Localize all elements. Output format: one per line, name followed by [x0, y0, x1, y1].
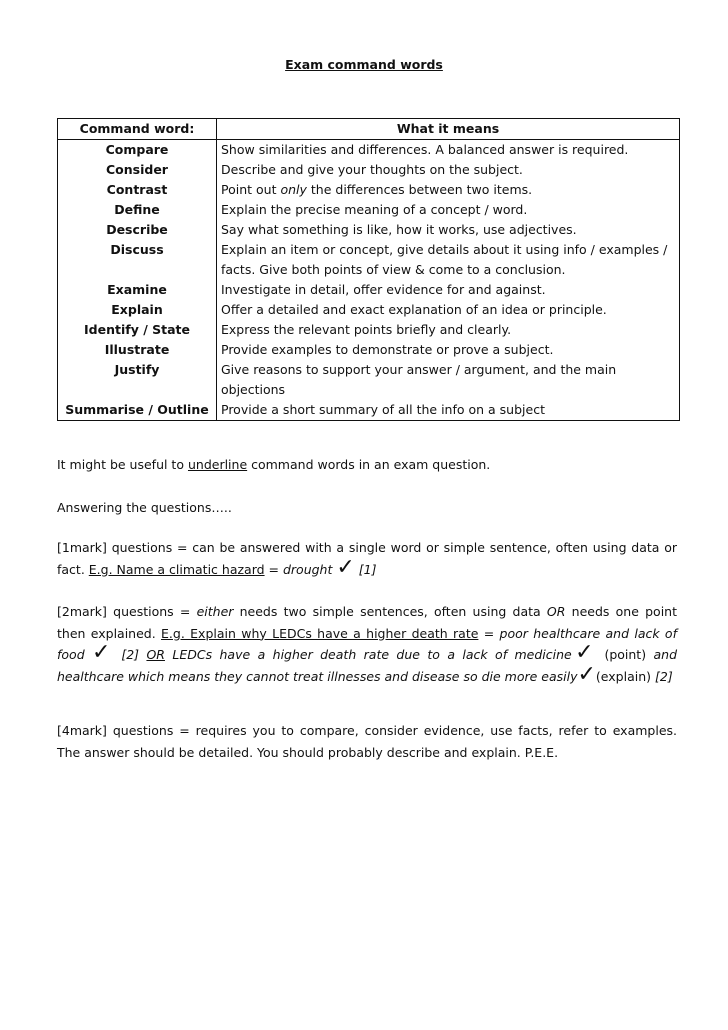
command-meaning — [217, 180, 680, 200]
example-text: E.g. Explain why LEDCs have a higher death rate — [161, 625, 479, 641]
table-row — [58, 340, 680, 360]
meaning-emphasis: only — [280, 182, 307, 197]
note-text: It might be useful to — [57, 457, 188, 472]
note-emphasis: underline — [187, 457, 248, 472]
command-meaning: Describe and give your thoughts on the subject. — [217, 160, 680, 180]
command-meaning: Provide a short summary of all the info on a subject — [217, 400, 680, 421]
emphasis-text: OR — [146, 647, 165, 662]
label-text: (point) — [597, 647, 647, 662]
marks-text: [2] — [651, 668, 673, 684]
two-mark-paragraph — [57, 601, 677, 687]
command-meaning: Give reasons to support your answer / argument, and the main objections — [217, 360, 680, 400]
label-text: (explain) — [595, 668, 652, 684]
command-word: Consider — [58, 160, 217, 180]
tick-icon: ✓ — [577, 661, 596, 687]
page-title: Exam command words — [285, 57, 443, 72]
header-meaning: What it means — [217, 119, 680, 140]
command-word: Compare — [58, 140, 217, 161]
paragraph-text: [1mark] questions = can be answered with a single word or simple sentence, often using data or fact. — [57, 540, 677, 577]
command-word: Justify — [58, 360, 217, 400]
table-row — [58, 140, 680, 161]
header-command-word: Command word: — [58, 119, 217, 140]
four-mark-paragraph: [4mark] questions = requires you to compare, consider evidence, use facts, refer to examples. The answer should be detailed. You should probably describe and explain. P.E.E. — [57, 723, 677, 760]
command-meaning: Explain the precise meaning of a concept / word. — [217, 200, 680, 220]
tick-icon: ✓ — [336, 554, 355, 580]
tick-icon: ✓ — [571, 640, 598, 665]
command-word: Describe — [58, 220, 217, 240]
table-row — [58, 160, 680, 180]
paragraph-text: needs one point then explained. — [57, 604, 677, 641]
meaning-text: Point out — [221, 182, 281, 197]
command-word: Explain — [58, 300, 217, 320]
table-row — [58, 240, 680, 280]
table-row — [58, 360, 680, 400]
one-mark-paragraph — [57, 537, 677, 580]
table-row — [58, 200, 680, 220]
table-row — [58, 400, 680, 421]
command-meaning: Investigate in detail, offer evidence for and against. — [217, 280, 680, 300]
command-meaning: Express the relevant points briefly and clearly. — [217, 320, 680, 340]
table-row — [58, 220, 680, 240]
command-meaning: Offer a detailed and exact explanation of an idea or principle. — [217, 300, 680, 320]
meaning-text: the differences between two items. — [306, 182, 533, 197]
table-row — [58, 280, 680, 300]
marks-text: [2] — [113, 647, 147, 662]
answer-text: LEDCs have a higher death rate due to a lack of medicine — [164, 647, 572, 662]
table-row — [58, 320, 680, 340]
command-word: Summarise / Outline — [58, 400, 217, 421]
underline-note — [57, 454, 677, 476]
command-word: Discuss — [58, 240, 217, 280]
tick-icon: ✓ — [92, 640, 114, 665]
command-words-table — [57, 118, 680, 421]
table-header-row — [58, 119, 680, 140]
command-meaning: Show similarities and differences. A balanced answer is required. — [217, 140, 680, 161]
example-text: E.g. Name a climatic hazard — [88, 561, 265, 577]
paragraph-text: needs two simple sentences, often using data — [233, 604, 547, 619]
answer-text: = drought — [264, 561, 337, 577]
command-meaning: Provide examples to demonstrate or prove a subject. — [217, 340, 680, 360]
emphasis-text: OR — [546, 604, 566, 619]
table-row — [58, 180, 680, 200]
answer-text: = poor healthcare and lack of food — [57, 625, 677, 662]
paragraph-text: [2mark] questions = — [57, 604, 197, 619]
table-row — [58, 300, 680, 320]
command-word: Identify / State — [58, 320, 217, 340]
answer-text: and healthcare which means they cannot treat illnesses and disease so die more easily — [57, 647, 678, 684]
note-text: command words in an exam question. — [247, 457, 491, 472]
command-meaning: Say what something is like, how it works, use adjectives. — [217, 220, 680, 240]
command-word: Examine — [58, 280, 217, 300]
command-word: Define — [58, 200, 217, 220]
command-meaning: Explain an item or concept, give details about it using info / examples / facts. Give both points of view & come to a conclusion. — [217, 240, 680, 280]
marks-text: [1] — [354, 561, 377, 577]
emphasis-text: either — [196, 604, 234, 619]
answering-heading: Answering the questions….. — [57, 500, 232, 515]
command-word: Contrast — [58, 180, 217, 200]
command-word: Illustrate — [58, 340, 217, 360]
